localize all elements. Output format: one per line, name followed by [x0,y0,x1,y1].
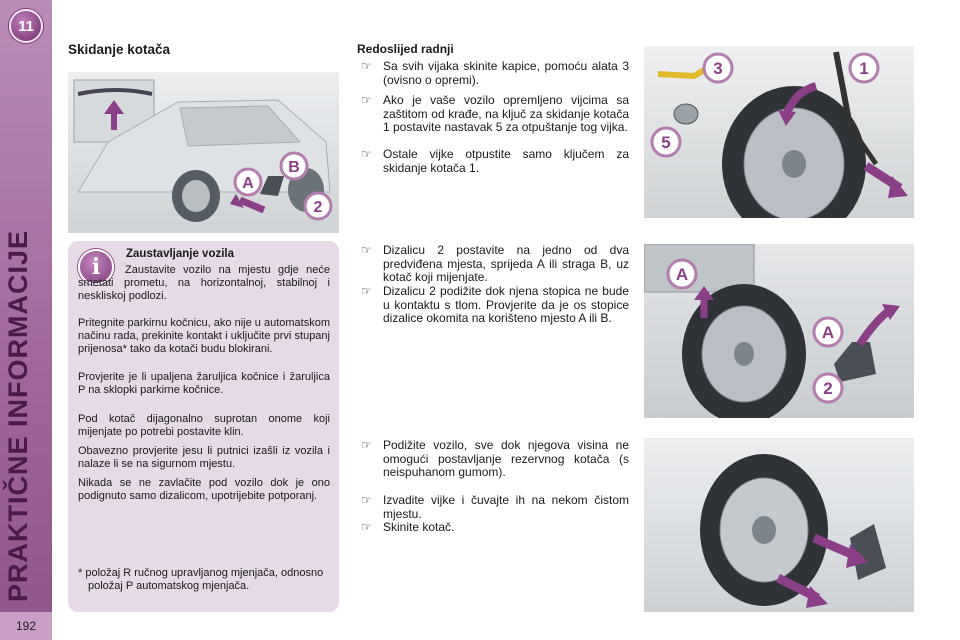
jack-placement-illustration [644,244,914,418]
step-text: Sa svih vijaka skinite kapice, pomoću alata 3 (ovisno o opremi). [383,59,629,87]
callout-3 [704,54,732,82]
hand-pointer-icon: ☞ [361,284,372,298]
callout-1-label: 1 [859,59,869,78]
car-jacking-illustration [68,72,339,233]
callout-a [235,169,261,195]
chapter-sidebar [0,0,52,640]
callout-a-top [668,260,696,288]
info-icon: i [78,249,114,285]
step-item [357,94,629,135]
step-text: Podižite vozilo, sve dok njegova visina ne omogući postavljanje rezervnog kotača (s neispuhanom gumom). [383,438,629,479]
callout-5-label: 5 [661,133,671,152]
hand-pointer-icon: ☞ [361,493,372,507]
hand-pointer-icon: ☞ [361,438,372,452]
callout-a-side [814,318,842,346]
callout-2 [305,193,331,219]
step-item [357,521,629,535]
hand-pointer-icon: ☞ [361,147,372,161]
step-item [357,148,629,175]
callout-a-top-label: A [675,265,689,284]
hand-pointer-icon: ☞ [361,520,372,534]
callout-a-side-label: A [821,323,835,342]
info-paragraph: Nikada se ne zavlačite pod vozilo dok je ono podignuto samo dizalicom, upotrijebite potporanj. [78,477,330,502]
hand-pointer-icon: ☞ [361,59,372,73]
info-paragraph: Zaustavite vozilo na mjestu gdje neće smetati prometu, na horizontalnoj, stabilnoj i neskliskoj podlozi. [78,264,330,302]
hand-pointer-icon: ☞ [361,243,372,257]
callout-2-label: 2 [313,199,323,216]
step-text: Dizalicu 2 podižite dok njena stopica ne bude u kontaktu s tlom. Provjerite da je os stopice dizalice okomita na korišteno mjesto A ili B. [383,284,629,325]
step-item [357,285,629,326]
step-item [357,244,629,285]
info-paragraph: Pritegnite parkirnu kočnicu, ako nije u automatskom načinu rada, prekinite kontakt i uključite prvi stupanj prijenosa* tako da kotači budu blokirani. [78,317,330,355]
step-text: Ako je vaše vozilo opremljeno vijcima sa zaštitom od krađe, na ključ za skidanje kotača 1 postavite nastavak 5 za otpuštanje tog vijka. [383,93,629,134]
footnote: * položaj R ručnog upravljanog mjenjača, odnosno položaj P automatskog mjenjača. [78,567,324,592]
step-text: Dizalicu 2 postavite na jedno od dva predviđena mjesta, sprijeda A ili straga B, uz kotač koji mijenjate. [383,243,629,284]
wheel-removal-illustration [644,438,914,612]
chapter-title: PRAKTIČNE INFORMACIJE [3,229,33,602]
callout-2-jack-label: 2 [823,379,833,398]
step-text: Izvadite vijke i čuvajte ih na nekom čistom mjestu. [383,493,629,521]
callout-a-label: A [242,175,254,192]
section-title: Skidanje kotača [68,42,171,57]
callout-3-label: 3 [713,59,723,78]
info-title: Zaustavljanje vozila [126,248,235,260]
vehicle-stop-info-box [68,241,339,612]
callout-5 [652,128,680,156]
callout-1 [850,54,878,82]
callout-b-label: B [288,159,300,176]
info-paragraph: Pod kotač dijagonalno suprotan onome koji mijenjate po potrebi postavite klin. [78,413,330,438]
step-item [357,439,629,480]
info-paragraph: Provjerite je li upaljena žaruljica kočnice i žaruljica P na sklopki parkirne kočnice. [78,371,330,396]
step-text: Skinite kotač. [383,520,455,534]
chapter-number-badge: 11 [9,9,43,43]
procedure-title: Redoslijed radnji [357,42,454,56]
callout-b [281,153,307,179]
step-item [357,494,629,521]
callout-2-jack [814,374,842,402]
step-text: Ostale vijke otpustite samo ključem za skidanje kotača 1. [383,147,629,175]
page-number: 192 [0,612,52,640]
step-item [357,60,629,87]
wheel-bolt-removal-illustration [644,46,914,218]
info-paragraph: Obavezno provjerite jesu li putnici izašli iz vozila i nalaze li se na sigurnom mjestu. [78,445,330,470]
hand-pointer-icon: ☞ [361,93,372,107]
